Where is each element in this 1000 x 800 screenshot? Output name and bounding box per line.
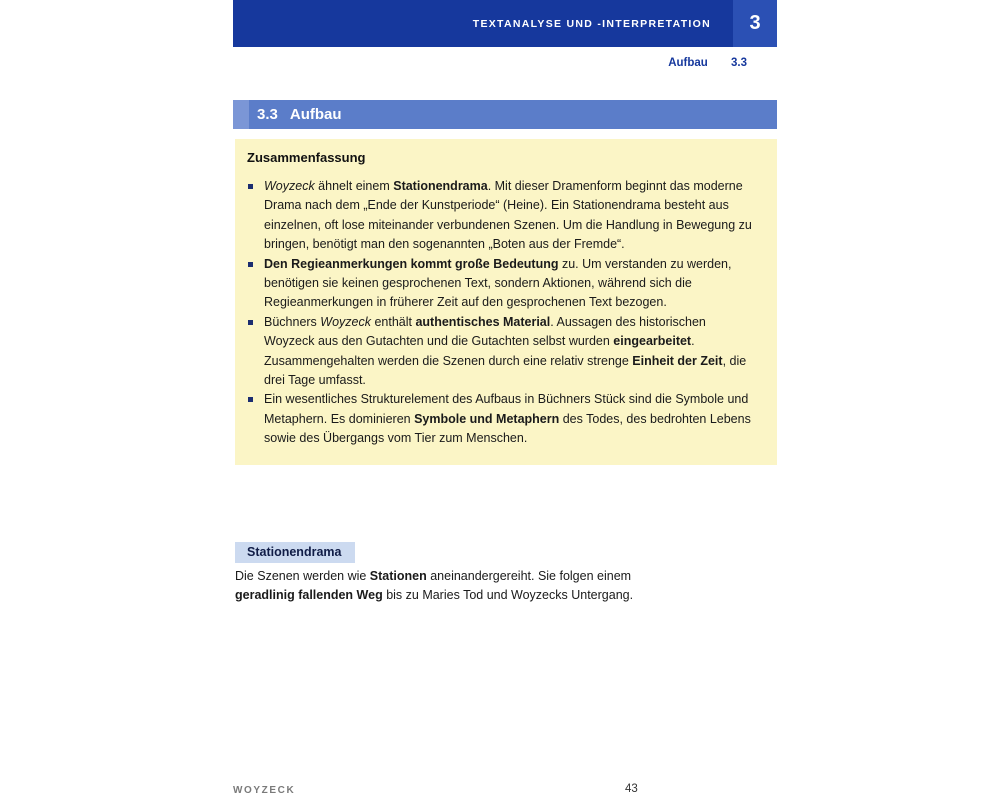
summary-item-text: Den Regieanmerkungen kommt große Bedeutung zu. Um verstanden zu werden, benötigen sie keinen gesprochenen Text, sondern Aktionen, während sich die Regieanmerkungen in früherer Zeit auf den gesprochenen Text bezogen. — [264, 256, 732, 310]
chapter-header-bar — [233, 0, 777, 47]
footer-page-number: 43 — [625, 783, 638, 795]
footer-book-title: WOYZECK — [233, 785, 296, 796]
bullet-square-icon — [248, 262, 253, 267]
section-header — [233, 100, 777, 129]
summary-item-text: Ein wesentliches Strukturelement des Aufbaus in Büchners Stück sind die Symbole und Metaphern. Es dominieren Symbole und Metaphern des Todes, des bedrohten Lebens sowie des Übergangs vom Tier zum Menschen. — [264, 392, 751, 446]
summary-title: Zusammenfassung — [247, 150, 366, 165]
summary-box — [235, 139, 777, 465]
chapter-number: 3 — [733, 0, 777, 47]
summary-list — [247, 177, 753, 449]
margin-keyword-text: Stationendrama — [247, 545, 342, 559]
summary-item-text: Woyzeck ähnelt einem Stationendrama. Mit dieser Dramenform beginnt das moderne Drama nach dem „Ende der Kunstperiode“ (Heine). Ein Stationendrama besteht aus einzelnen, oft lose miteinander verbundenen Szenen. Um die Handlung in Bewegung zu bringen, benötigt man den sogenannten „Boten aus der Fremde“. — [264, 179, 752, 252]
summary-item — [247, 390, 753, 448]
bullet-square-icon — [248, 184, 253, 189]
section-number: 3.3 — [257, 106, 278, 123]
chapter-header-title: TEXTANALYSE UND -INTERPRETATION — [472, 17, 711, 30]
summary-item-text: Büchners Woyzeck enthält authentisches Material. Aussagen des historischen Woyzeck aus den Gutachten und die Gutachten selbst wurden eingearbeitet. Zusammengehalten werden die Szenen durch eine relativ strenge Einheit der Zeit, die drei Tage umfasst. — [264, 314, 747, 388]
breadcrumb-label: Aufbau — [668, 57, 708, 69]
summary-item — [247, 177, 753, 255]
section-title: Aufbau — [289, 106, 342, 123]
breadcrumb-number: 3.3 — [731, 57, 747, 69]
breadcrumb — [233, 57, 747, 69]
margin-keyword-label — [235, 542, 355, 563]
bullet-square-icon — [248, 320, 253, 325]
summary-item — [247, 313, 753, 391]
bullet-square-icon — [248, 397, 253, 402]
body-paragraph: Die Szenen werden wie Stationen aneinandergereiht. Sie folgen einem geradlinig fallenden Weg bis zu Maries Tod und Woyzecks Untergang. — [235, 569, 634, 602]
summary-item — [247, 255, 753, 313]
